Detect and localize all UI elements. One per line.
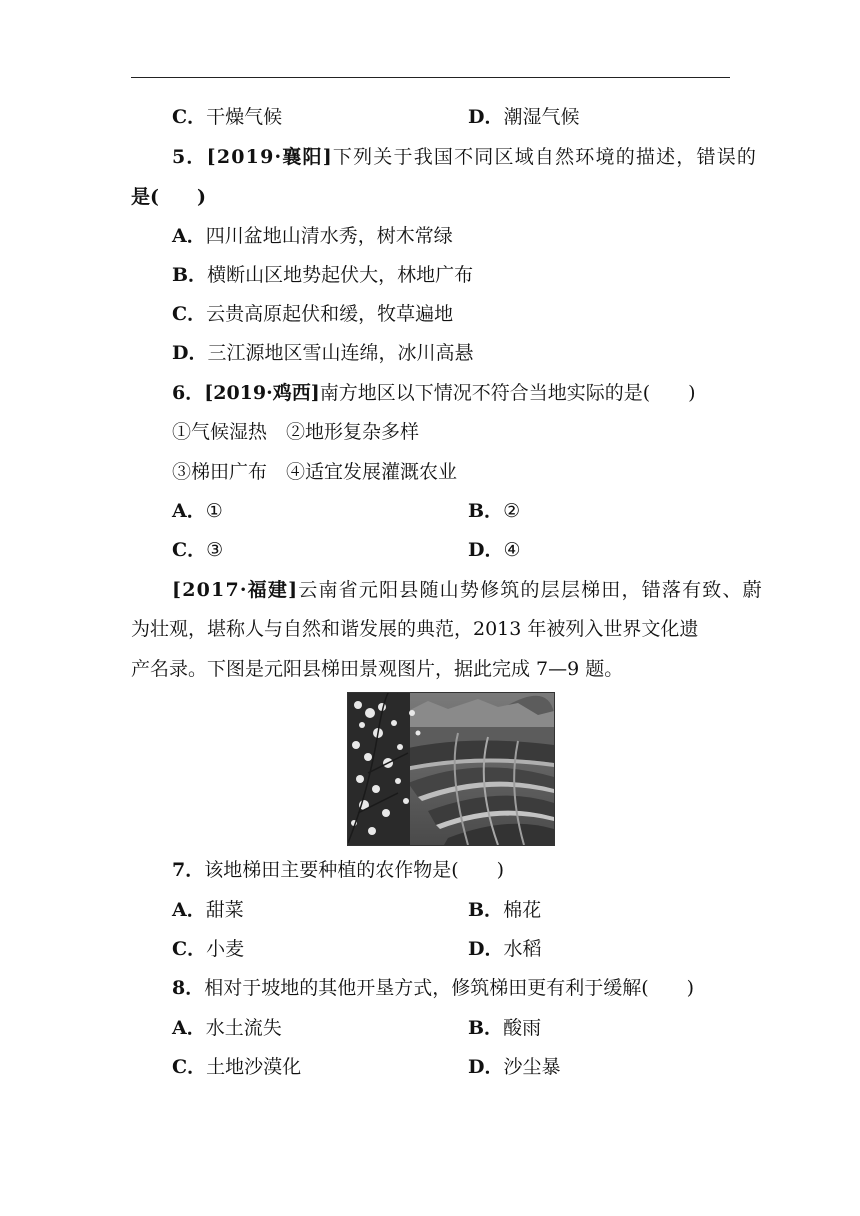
- option-letter: C．: [172, 938, 207, 960]
- option-text: 云贵高原起伏和缓，牧草遍地: [206, 303, 454, 325]
- terrace-photo: [347, 692, 555, 846]
- option-letter: A．: [172, 899, 206, 921]
- q6-option-c: [172, 538, 223, 562]
- q6-option-b: [468, 499, 520, 523]
- question-source: [2019·鸡西]: [204, 382, 320, 404]
- option-text: 土地沙漠化: [206, 1056, 302, 1078]
- q8-option-b: [468, 1016, 541, 1040]
- question-source: [2019·襄阳]: [206, 146, 333, 168]
- option-text: ①: [205, 500, 223, 522]
- q4-option-d: [468, 105, 580, 129]
- option-letter: D．: [468, 106, 504, 128]
- option-letter: B．: [172, 264, 208, 286]
- option-letter: B．: [468, 1017, 504, 1039]
- question-text: 相对于坡地的其他开垦方式，修筑梯田更有利于缓解( ): [204, 977, 695, 999]
- q8-stem: [172, 976, 694, 1000]
- option-text: 三江源地区雪山连绵，冰川高悬: [207, 342, 474, 364]
- option-text: ②: [503, 500, 521, 522]
- material-source: [2017·福建]: [172, 579, 299, 601]
- option-letter: B．: [468, 500, 504, 522]
- q5-stem-continued: 是( ): [131, 186, 206, 208]
- q7-option-b: [468, 898, 541, 922]
- material-line-1: [2017·福建]云南省元阳县随山势修筑的层层梯田，错落有致、蔚: [172, 579, 763, 601]
- q5-option-b: [172, 263, 473, 287]
- option-text: ③: [206, 539, 224, 561]
- option-text: 甜菜: [205, 899, 244, 921]
- option-text: 小麦: [206, 938, 245, 960]
- option-text: 沙尘暴: [503, 1056, 561, 1078]
- q6-items-line-1: ①气候湿热 ②地形复杂多样: [172, 421, 420, 443]
- option-text: 水稻: [503, 938, 542, 960]
- option-text: 干燥气候: [206, 106, 283, 128]
- q7-option-c: [172, 937, 244, 961]
- q8-option-d: [468, 1055, 561, 1079]
- option-text: 棉花: [503, 899, 542, 921]
- q6-items-line-2: ③梯田广布 ④适宜发展灌溉农业: [172, 461, 458, 483]
- option-letter: D．: [468, 539, 504, 561]
- option-text: 酸雨: [503, 1017, 542, 1039]
- terrace-landscape-image: [348, 693, 554, 845]
- option-letter: A．: [172, 225, 206, 247]
- q8-option-c: [172, 1055, 301, 1079]
- option-letter: A．: [172, 1017, 206, 1039]
- option-letter: D．: [172, 342, 208, 364]
- q7-option-d: [468, 937, 542, 961]
- option-text: 横断山区地势起伏大，林地广布: [207, 264, 474, 286]
- option-letter: B．: [468, 899, 504, 921]
- q7-stem: [172, 858, 504, 882]
- q6-option-a: [172, 499, 223, 523]
- question-text: 该地梯田主要种植的农作物是( ): [204, 859, 505, 881]
- material-line-3: 产名录。下图是元阳县梯田景观图片，据此完成 7—9 题。: [131, 658, 624, 680]
- option-letter: C．: [172, 106, 207, 128]
- question-number: 8．: [172, 977, 205, 999]
- option-letter: A．: [172, 500, 206, 522]
- option-letter: C．: [172, 1056, 207, 1078]
- option-text: 四川盆地山清水秀，树木常绿: [205, 225, 453, 247]
- q5-option-a: [172, 224, 453, 248]
- question-number: 5．: [172, 146, 207, 168]
- option-letter: C．: [172, 539, 207, 561]
- question-number: 7．: [172, 859, 205, 881]
- q5-option-c: [172, 302, 453, 326]
- material-line-2: 为壮观，堪称人与自然和谐发展的典范，2013 年被列入世界文化遗: [131, 618, 699, 640]
- q5-stem: [172, 145, 757, 169]
- option-text: ④: [503, 539, 521, 561]
- q7-option-a: [172, 898, 244, 922]
- question-number: 6．: [172, 382, 205, 404]
- question-text: 下列关于我国不同区域自然环境的描述，错误的: [332, 146, 758, 168]
- question-text: 南方地区以下情况不符合当地实际的是( ): [319, 382, 696, 404]
- header-rule: [131, 77, 730, 78]
- q8-option-a: [172, 1016, 282, 1040]
- option-text: 水土流失: [205, 1017, 282, 1039]
- q6-stem: [172, 381, 696, 405]
- q5-option-d: [172, 341, 474, 365]
- q6-option-d: [468, 538, 521, 562]
- option-letter: C．: [172, 303, 207, 325]
- option-letter: D．: [468, 1056, 504, 1078]
- q4-option-c: [172, 105, 282, 129]
- option-letter: D．: [468, 938, 504, 960]
- option-text: 潮湿气候: [503, 106, 580, 128]
